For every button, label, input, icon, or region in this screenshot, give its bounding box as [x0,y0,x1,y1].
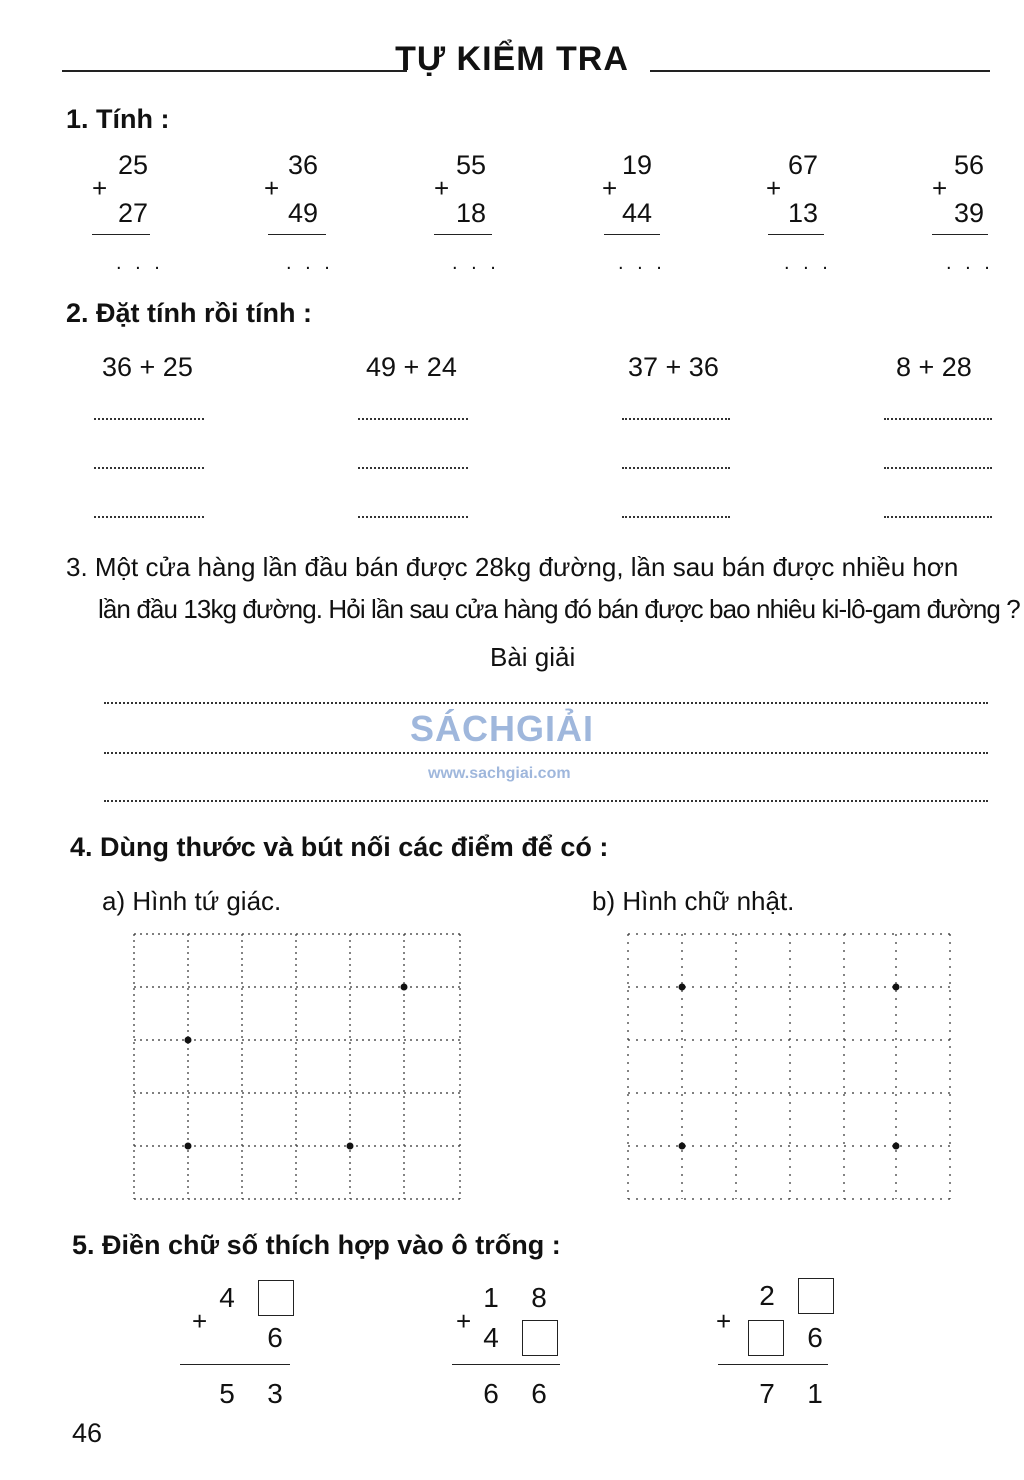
expression-4: 8 + 28 [896,352,972,382]
grid-point [185,1037,192,1044]
digit: 6 [267,1322,283,1353]
solution-label: Bài giải [490,642,576,672]
dot-grid-a [120,920,480,1210]
section-2-heading: 2. Đặt tính rồi tính : [66,298,312,328]
digit: 6 [531,1378,547,1409]
plus-sign: + [716,1306,732,1336]
answer-line [884,418,992,420]
digit: 1 [483,1282,499,1313]
expression-2: 49 + 24 [366,352,457,382]
watermark-logo: SÁCHGIẢI [410,708,595,749]
plus-sign: + [456,1306,472,1336]
grid-point [401,984,408,991]
digit: 1 [807,1378,823,1409]
plus-sign: + [932,173,948,203]
plus-sign: + [92,173,108,203]
grid-point [679,1143,686,1150]
answer-line [884,467,992,469]
addend-top: 55 [455,150,486,180]
plus-sign: + [192,1306,208,1336]
answer-placeholder: . . . [286,252,334,274]
sum-rule [932,234,988,235]
page-number: 46 [72,1418,103,1448]
digit: 6 [807,1322,823,1353]
digit-blank-box[interactable] [748,1320,784,1356]
addend-bottom: 18 [455,198,486,228]
answer-line [358,516,468,518]
sum-rule [718,1364,828,1365]
plus-sign: + [264,173,280,203]
solution-line [104,702,988,704]
answer-line [622,418,730,420]
addend-top: 19 [621,150,652,180]
grid-point [185,1143,192,1150]
answer-line [94,467,204,469]
sum-rule [768,234,824,235]
digit: 8 [531,1282,547,1313]
addend-bottom: 39 [953,198,984,228]
word-problem-line-2: lần đầu 13kg đường. Hỏi lần sau cửa hàng đó bán được bao nhiêu ki-lô-gam đường ? [98,594,1020,624]
plus-sign: + [434,173,450,203]
digit: 3 [267,1378,283,1409]
addend-bottom: 44 [621,198,652,228]
answer-line [94,516,204,518]
section-5-heading: 5. Điền chữ số thích hợp vào ô trống : [72,1230,561,1260]
sum-rule [180,1364,290,1365]
section-4-heading: 4. Dùng thước và bút nối các điểm để có : [70,832,609,862]
addend-top: 56 [953,150,984,180]
plus-sign: + [766,173,782,203]
word-problem-line-1: 3. Một cửa hàng lần đầu bán được 28kg đường, lần sau bán được nhiều hơn [66,552,959,582]
answer-line [358,418,468,420]
part-b-label: b) Hình chữ nhật. [592,886,795,916]
header-rule-right [650,70,990,72]
digit-blank-box[interactable] [258,1280,294,1316]
digit: 2 [759,1280,775,1311]
grid-point [679,984,686,991]
dot-grid-b [614,920,964,1210]
solution-line [104,752,988,754]
answer-placeholder: . . . [452,252,500,274]
digit: 4 [219,1282,235,1313]
sum-rule [434,234,492,235]
sum-rule [92,234,150,235]
grid-point [893,1143,900,1150]
answer-line [884,516,992,518]
sum-rule [268,234,326,235]
page-title: TỰ KIỂM TRA [395,40,629,78]
addend-bottom: 49 [287,198,318,228]
grid-point [347,1143,354,1150]
plus-sign: + [602,173,618,203]
answer-placeholder: . . . [116,252,164,274]
digit: 5 [219,1378,235,1409]
addend-top: 36 [287,150,318,180]
answer-line [94,418,204,420]
digit: 6 [483,1378,499,1409]
digit-blank-box[interactable] [798,1278,834,1314]
answer-placeholder: . . . [946,252,994,274]
watermark-url: www.sachgiai.com [428,765,571,782]
addend-bottom: 27 [117,198,148,228]
addend-bottom: 13 [787,198,818,228]
digit-blank-box[interactable] [522,1320,558,1356]
grid-point [893,984,900,991]
addend-top: 25 [117,150,148,180]
part-a-label: a) Hình tứ giác. [102,886,282,916]
expression-3: 37 + 36 [628,352,719,382]
digit: 4 [483,1322,499,1353]
sum-rule [604,234,660,235]
answer-line [622,516,730,518]
addend-top: 67 [787,150,818,180]
expression-1: 36 + 25 [102,352,193,382]
section-1-heading: 1. Tính : [66,104,170,134]
answer-placeholder: . . . [618,252,666,274]
solution-line [104,800,988,802]
answer-placeholder: . . . [784,252,832,274]
answer-line [622,467,730,469]
answer-line [358,467,468,469]
sum-rule [452,1364,560,1365]
digit: 7 [759,1378,775,1409]
